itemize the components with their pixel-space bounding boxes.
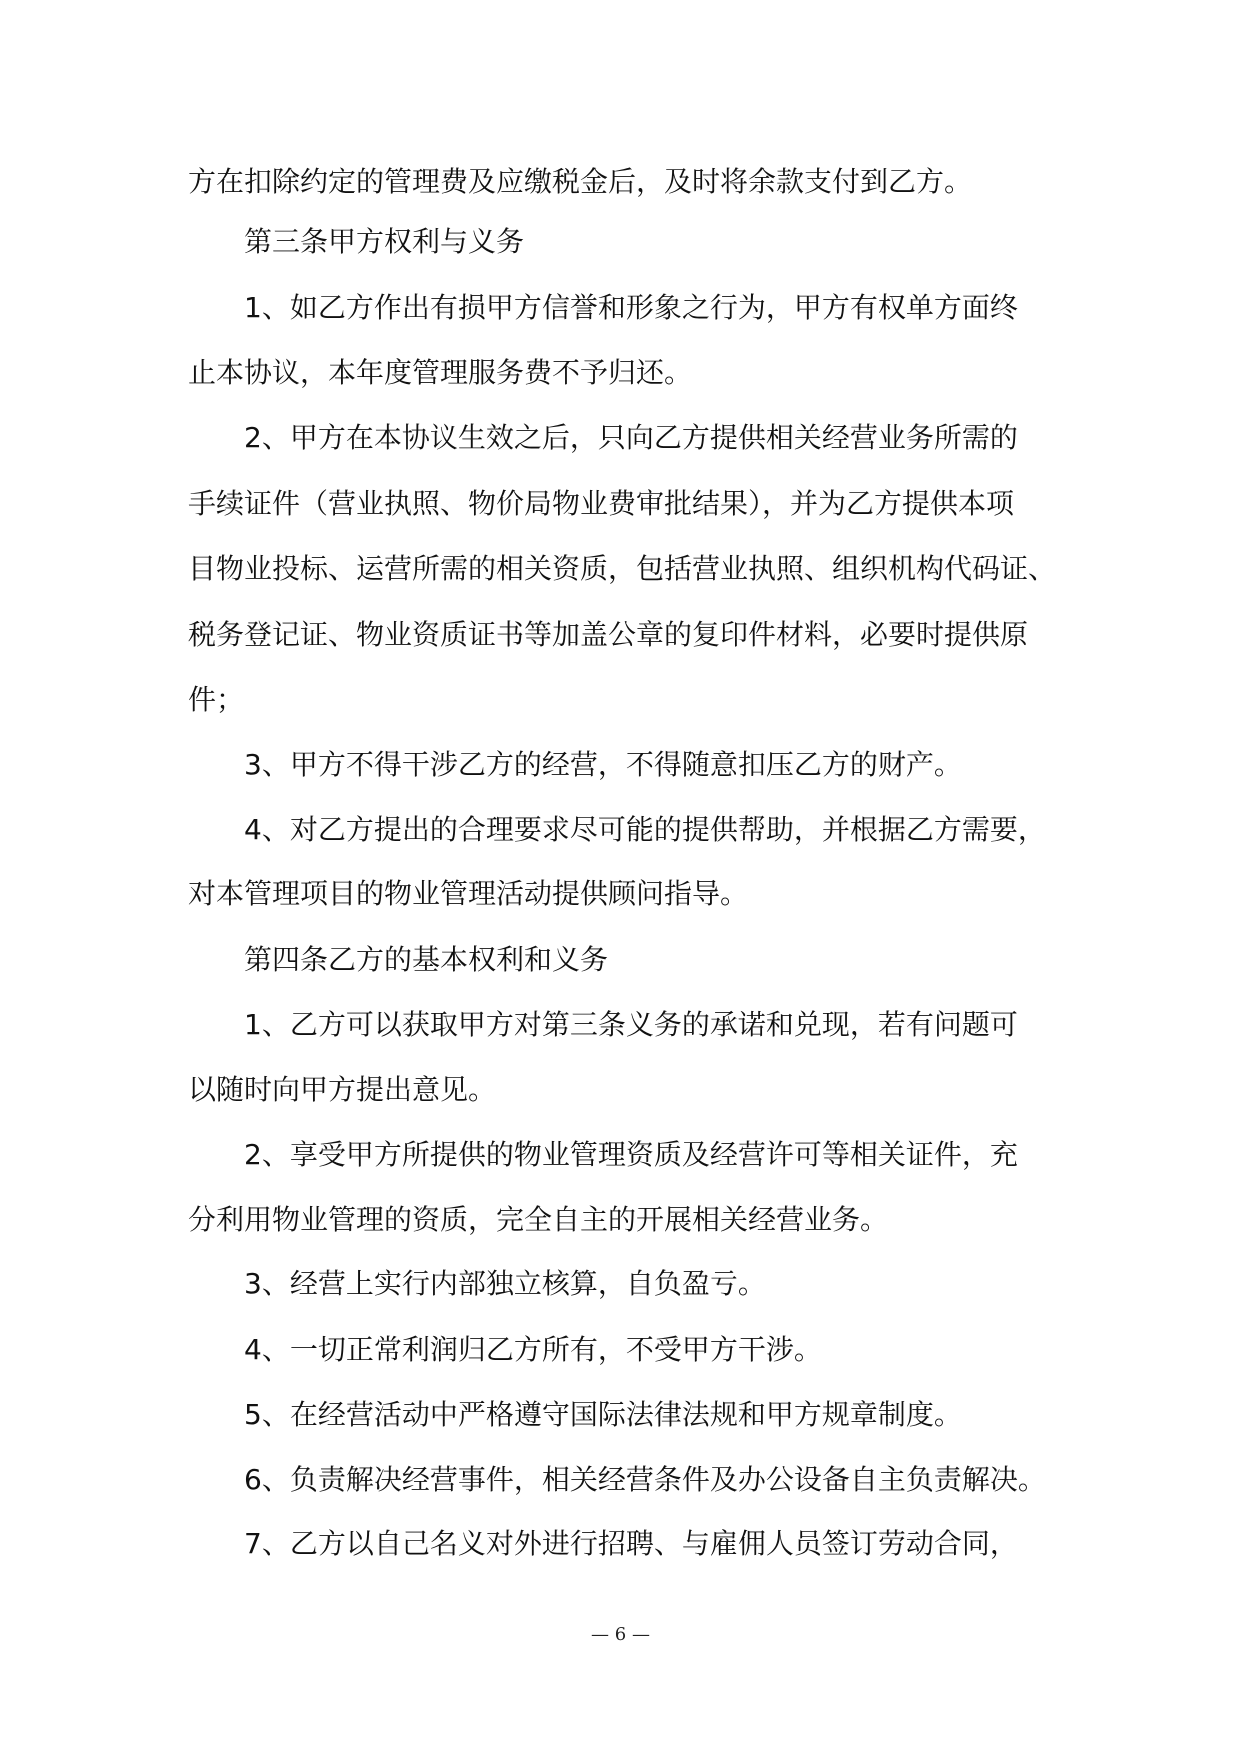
- text-line: 手续证件（营业执照、物价局物业费审批结果），并为乙方提供本项: [188, 487, 1015, 520]
- text-line: 3、甲方不得干涉乙方的经营，不得随意扣压乙方的财产。: [244, 748, 962, 781]
- page-number: — 6 —: [591, 1624, 650, 1645]
- section-heading: 第三条甲方权利与义务: [244, 225, 525, 258]
- text-line: 2、甲方在本协议生效之后，只向乙方提供相关经营业务所需的: [244, 421, 1018, 454]
- text-line: 6、负责解决经营事件，相关经营条件及办公设备自主负责解决。: [244, 1463, 1046, 1496]
- text-line: 对本管理项目的物业管理活动提供顾问指导。: [188, 877, 749, 910]
- text-line: 方在扣除约定的管理费及应缴税金后，及时将余款支付到乙方。: [188, 165, 973, 198]
- text-line: 分利用物业管理的资质，完全自主的开展相关经营业务。: [188, 1203, 889, 1236]
- text-line: 7、乙方以自己名义对外进行招聘、与雇佣人员签订劳动合同，: [244, 1527, 1018, 1560]
- text-line: 2、享受甲方所提供的物业管理资质及经营许可等相关证件，充: [244, 1138, 1018, 1171]
- text-line: 税务登记证、物业资质证书等加盖公章的复印件材料，必要时提供原: [188, 618, 1029, 651]
- text-line: 目物业投标、运营所需的相关资质，包括营业执照、组织机构代码证、: [188, 552, 1057, 585]
- text-line: 止本协议，本年度管理服务费不予归还。: [188, 356, 693, 389]
- text-line: 3、经营上实行内部独立核算，自负盈亏。: [244, 1267, 766, 1300]
- text-line: 4、一切正常利润归乙方所有，不受甲方干涉。: [244, 1333, 822, 1366]
- text-line: 4、对乙方提出的合理要求尽可能的提供帮助，并根据乙方需要，: [244, 813, 1046, 846]
- text-line: 1、如乙方作出有损甲方信誉和形象之行为，甲方有权单方面终: [244, 291, 1018, 324]
- text-line: 件；: [188, 683, 245, 716]
- text-line: 以随时向甲方提出意见。: [188, 1073, 497, 1106]
- text-line: 5、在经营活动中严格遵守国际法律法规和甲方规章制度。: [244, 1398, 962, 1431]
- section-heading: 第四条乙方的基本权利和义务: [244, 943, 609, 976]
- text-line: 1、乙方可以获取甲方对第三条义务的承诺和兑现，若有问题可: [244, 1008, 1018, 1041]
